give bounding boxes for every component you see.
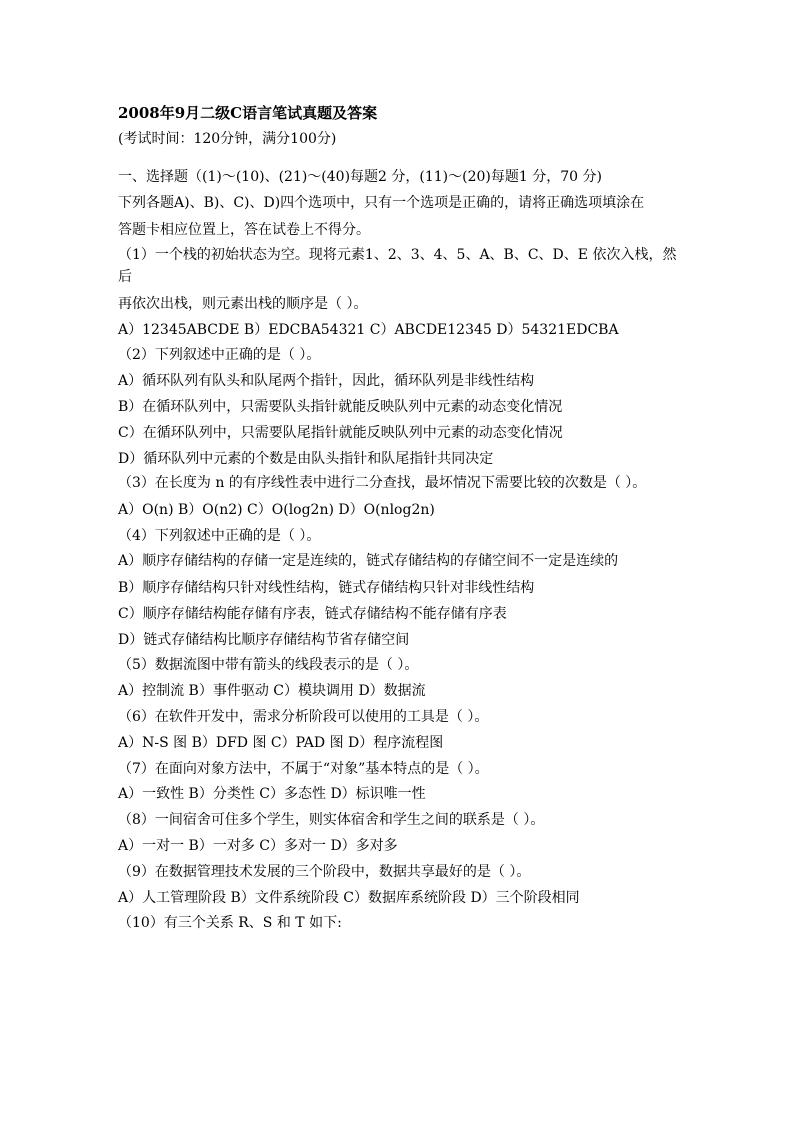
text-line: A）顺序存储结构的存储一定是连续的，链式存储结构的存储空间不一定是连续的 — [118, 552, 619, 569]
text-line: A）O(n) B）O(n2) C）O(log2n) D）O(nlog2n) — [118, 502, 435, 519]
document-title: 2008年9月二级C语言笔试真题及答案 — [118, 104, 378, 122]
text-line: （10）有三个关系 R、S 和 T 如下: — [118, 915, 342, 932]
text-line: C）顺序存储结构能存储有序表，链式存储结构不能存储有序表 — [118, 605, 507, 622]
text-line: （9）在数据管理技术发展的三个阶段中，数据共享最好的是（ ）。 — [118, 863, 531, 880]
text-line: （1）一个栈的初始状态为空。现将元素1、2、3、4、5、A、B、C、D、E 依次入栈，然后 — [118, 246, 677, 285]
text-line: 一、选择题（(1)～(10)、(21)～(40)每题2 分，(11)～(20)每题1 分，70 分) — [118, 169, 602, 185]
text-line: 再依次出栈，则元素出栈的顺序是（ ）。 — [118, 295, 368, 312]
text-line: 下列各题A)、B)、C)、D)四个选项中，只有一个选项是正确的，请将正确选项填涂在 — [118, 195, 645, 211]
text-line: （3）在长度为 n 的有序线性表中进行二分查找，最坏情况下需要比较的次数是（ ）。 — [118, 475, 647, 492]
text-line: A）循环队列有队头和队尾两个指针，因此，循环队列是非线性结构 — [118, 373, 535, 390]
text-line: C）在循环队列中，只需要队尾指针就能反映队列中元素的动态变化情况 — [118, 424, 563, 441]
question-list — [118, 166, 688, 937]
text-line: （2）下列叙述中正确的是（ ）。 — [118, 347, 321, 364]
text-line: A）人工管理阶段 B）文件系统阶段 C）数据库系统阶段 D）三个阶段相同 — [118, 889, 580, 906]
text-line: 答题卡相应位置上，答在试卷上不得分。 — [118, 222, 370, 238]
text-line: （4）下列叙述中正确的是（ ）。 — [118, 528, 321, 545]
text-line: （7）在面向对象方法中，不属于“对象”基本特点的是（ ）。 — [118, 760, 489, 777]
text-line: A）12345ABCDE B）EDCBA54321 C）ABCDE12345 D）54321EDCBA — [118, 321, 619, 338]
text-line: A）一致性 B）分类性 C）多态性 D）标识唯一性 — [118, 786, 426, 803]
text-line: （5）数据流图中带有箭头的线段表示的是（ ）。 — [118, 657, 419, 674]
text-line: A）一对一 B）一对多 C）多对一 D）多对多 — [118, 837, 398, 854]
text-line: A）N-S 图 B）DFD 图 C）PAD 图 D）程序流程图 — [118, 734, 444, 751]
text-line: A）控制流 B）事件驱动 C）模块调用 D）数据流 — [118, 683, 426, 700]
text-line: B）在循环队列中，只需要队头指针就能反映队列中元素的动态变化情况 — [118, 398, 563, 415]
text-line: B）顺序存储结构只针对线性结构，链式存储结构只针对非线性结构 — [118, 579, 535, 596]
document-page — [118, 100, 688, 937]
text-line: D）链式存储结构比顺序存储结构节省存储空间 — [118, 631, 410, 648]
exam-info: (考试时间：120分钟，满分100分) — [118, 131, 337, 147]
text-line: （8）一间宿舍可住多个学生，则实体宿舍和学生之间的联系是（ ）。 — [118, 812, 545, 829]
text-line: D）循环队列中元素的个数是由队头指针和队尾指针共同决定 — [118, 450, 494, 467]
text-line: （6）在软件开发中，需求分析阶段可以使用的工具是（ ）。 — [118, 708, 489, 725]
